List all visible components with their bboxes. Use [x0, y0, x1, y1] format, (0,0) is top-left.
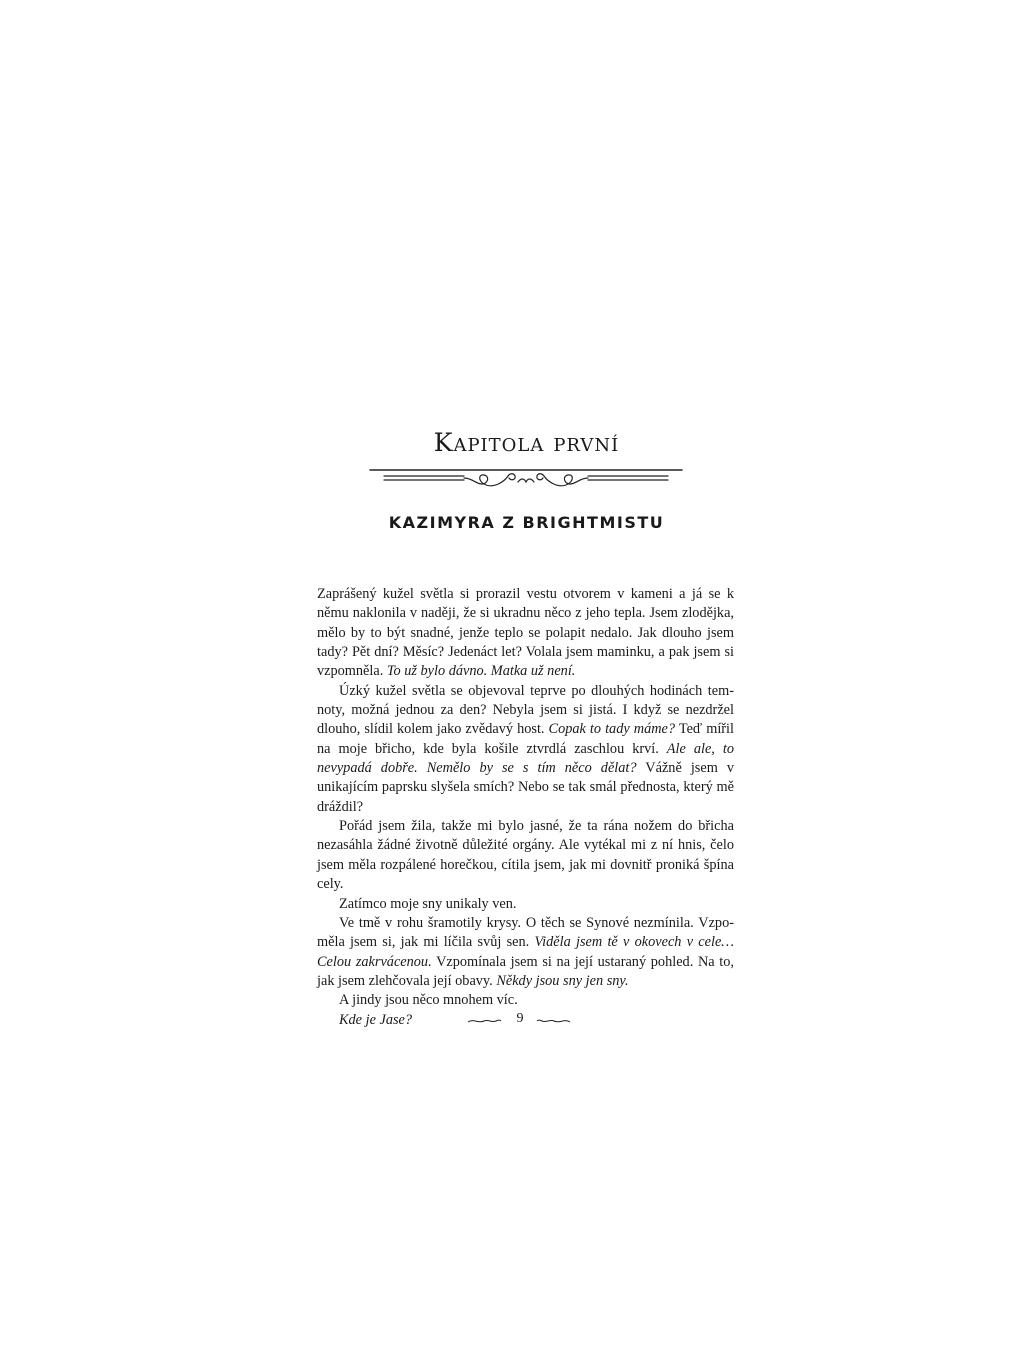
text-run: Vážně jsem v unikajícím paprsku slyšela smích? Nebo se tak smál přednosta, který mě dráždil? [317, 760, 735, 815]
italic-text-run: Viděla jsem tě v okovech v cele… Celou zakrvácenou. [317, 934, 735, 970]
chapter-title [0, 428, 1024, 457]
ornament-divider-icon [368, 468, 684, 496]
text-run: Zatímco moje sny unikaly ven. [339, 895, 517, 912]
text-run: Pořád jsem žila, takže mi bylo jasné, že ta rána nožem do břicha nezasáhla žádné životně důležité orgány. Ale vytékal mi z ní hnis, čelo jsem měla rozpálené horečkou, cítila jsem, jak mi dovnitř proniká špína cely. [317, 818, 734, 893]
paragraph [317, 817, 734, 894]
chapter-title-text: Kapitola první [433, 428, 620, 457]
paragraph [317, 914, 734, 991]
italic-text-run: Ale ale, to nevypadá dobře. Nemělo by se s tím něco dělat? [317, 740, 734, 777]
text-run: A jindy jsou něco mnohem víc. [339, 992, 518, 1009]
text-run: Vzpomínala jsem si na její ustaraný pohled. Na to, jak jsem zlehčovala její obavy. [317, 953, 734, 989]
page-footer [470, 1011, 570, 1031]
page-number: 9 [516, 1011, 524, 1026]
paragraph [317, 991, 734, 1010]
italic-text-run: Někdy jsou sny jen sny. [496, 972, 629, 989]
text-run: Zaprášený kužel světla si prorazil vestu otvorem v kameni a já se k němu naklonila v naději, že si ukradnu něco z jeho tepla. Jsem zlodějka, mělo by to být snadné, jenže teplo se polapit nedalo. Jak dlouho jsem tady? Pět dní? Měsíc? Jedenáct let? Volala jsem maminku, a pak jsem si vzpomněla. [317, 586, 734, 680]
paragraph [317, 895, 734, 914]
paragraph [317, 585, 734, 682]
text-run: Ve tmě v rohu šramotily krysy. O těch se Synové nezmínila. Vzpoměla jsem si, jak mi líčila svůj sen. [317, 914, 734, 951]
italic-text-run: Kde je Jase? [339, 1011, 413, 1028]
right-flourish-icon [536, 1016, 572, 1026]
body-text [317, 585, 734, 1030]
italic-text-run: Copak to tady máme? [548, 721, 676, 738]
text-run: Úzký kužel světla se objevoval teprve po dlouhých hodinách temnoty, možná jednou za den? Nebyla jsem si jistá. I když se nezdržel dlouho, slídil kolem jako zvědavý host. [317, 682, 734, 738]
left-flourish-icon [466, 1016, 502, 1026]
italic-text-run: To už bylo dávno. Matka už není. [386, 663, 576, 680]
text-run: Teď mířil na moje břicho, kde byla košile ztvrdlá zaschlou krví. [317, 721, 734, 757]
paragraph [317, 682, 734, 817]
chapter-subtitle: KAZIMYRA Z BRIGHTMISTU [388, 513, 665, 532]
